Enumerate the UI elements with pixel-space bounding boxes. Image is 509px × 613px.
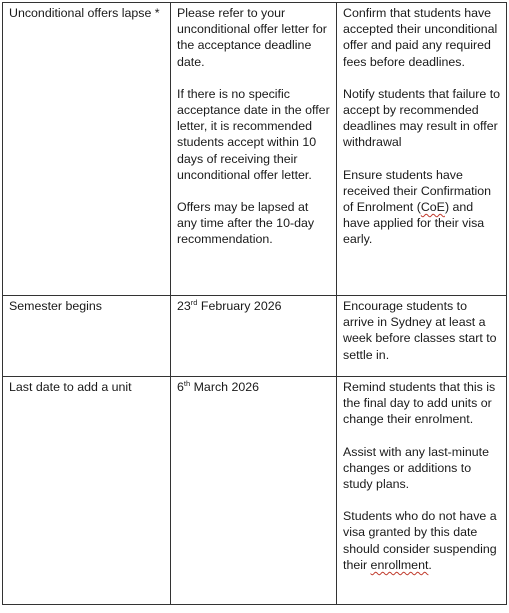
enrolment-deadlines-table — [2, 2, 507, 605]
stage-cell — [3, 3, 171, 296]
date-day: 6 — [177, 380, 184, 394]
action-cell — [337, 3, 507, 296]
action-text: Ensure students have received their Confirmation of Enrolment ( — [343, 167, 492, 215]
date-paragraph: Offers may be lapsed at any time after the 10-day recommendation. — [177, 200, 315, 247]
action-paragraph: Confirm that students have accepted their unconditional offer and paid any required fees before deadlines. — [343, 6, 498, 69]
date-suffix: rd — [190, 298, 198, 307]
spellcheck-word: CoE — [420, 200, 445, 215]
action-paragraph: Encourage students to arrive in Sydney at least a week before classes start to settle in. — [343, 299, 497, 362]
action-paragraph — [343, 508, 501, 573]
date-cell — [171, 296, 337, 377]
date-paragraph: If there is no specific acceptance date in the offer letter, it is recommended students accept within 10 days of receiving their unconditional offer letter. — [177, 86, 330, 182]
stage-cell — [3, 296, 171, 377]
table-row — [3, 3, 507, 296]
action-text: Students who do not have a visa granted by this date should consider suspending their — [343, 509, 497, 572]
date-paragraph: Please refer to your unconditional offer letter for the acceptance deadline date. — [177, 6, 327, 69]
action-text: . — [428, 557, 432, 572]
date-cell — [171, 377, 337, 605]
stage-text: Semester begins — [9, 299, 102, 313]
stage-text: Last date to add a unit — [9, 380, 132, 394]
stage-text: Unconditional offers lapse * — [9, 6, 160, 20]
table-row — [3, 296, 507, 377]
action-cell — [337, 296, 507, 377]
action-paragraph: Remind students that this is the final day to add units or change their enrolment. — [343, 380, 496, 427]
stage-cell — [3, 377, 171, 605]
table-row — [3, 377, 507, 605]
spellcheck-word: enrollment — [370, 557, 429, 572]
action-paragraph — [343, 167, 501, 248]
date-day: 23 — [177, 299, 191, 313]
date-suffix: th — [183, 379, 191, 388]
date-text — [177, 298, 331, 314]
date-month-year: March 2026 — [190, 380, 260, 394]
action-paragraph: Notify students that failure to accept by recommended deadlines may result in offer withdrawal — [343, 86, 501, 150]
action-paragraph: Assist with any last-minute changes or additions to study plans. — [343, 444, 489, 492]
action-cell — [337, 377, 507, 605]
date-text — [177, 379, 331, 395]
action-text: ) and have applied for their visa early. — [343, 200, 485, 247]
date-month-year: February 2026 — [197, 299, 282, 313]
date-cell — [171, 3, 337, 296]
